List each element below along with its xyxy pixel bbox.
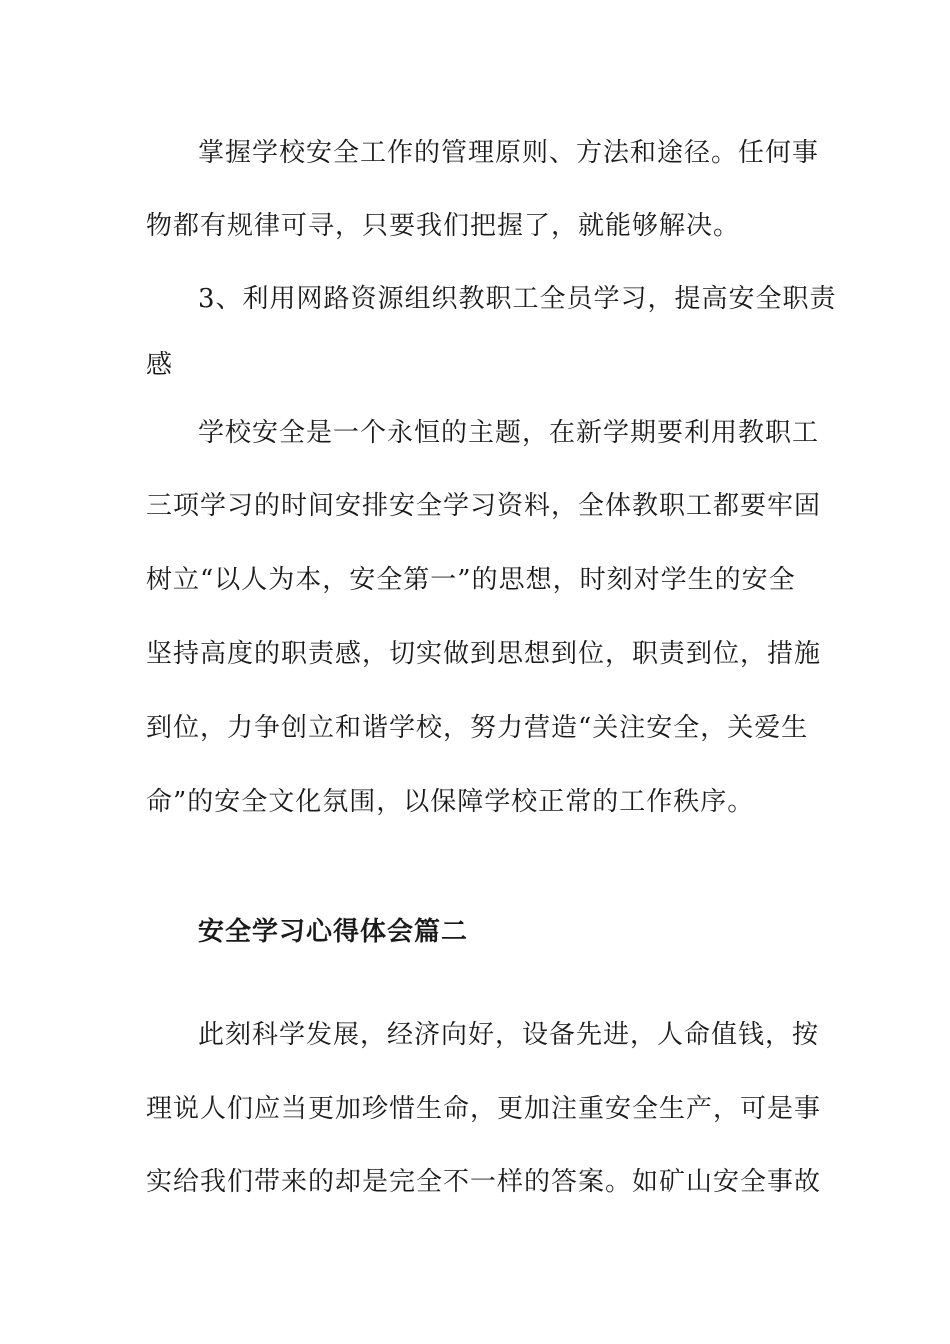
paragraph-line: 掌握学校安全工作的管理原则、方法和途径。任何事 xyxy=(198,138,820,168)
paragraph-line: 此刻科学发展，经济向好，设备先进，人命值钱，按 xyxy=(198,1020,820,1050)
paragraph-line: 学校安全是一个永恒的主题，在新学期要利用教职工 xyxy=(198,418,820,448)
paragraph-line: 实给我们带来的却是完全不一样的答案。如矿山安全事故 xyxy=(146,1167,822,1197)
paragraph-line: 树立“以人为本，安全第一”的思想，时刻对学生的安全 xyxy=(146,565,796,595)
list-item-heading: 3、利用网路资源组织教职工全员学习，提高安全职责 xyxy=(198,284,837,314)
list-item-heading-cont: 感 xyxy=(146,350,174,380)
paragraph-line: 坚持高度的职责感，切实做到思想到位，职责到位，措施 xyxy=(146,639,822,669)
paragraph-line: 物都有规律可寻，只要我们把握了，就能够解决。 xyxy=(146,211,741,241)
paragraph-line: 到位，力争创立和谐学校，努力营造“关注安全，关爱生 xyxy=(146,713,809,743)
paragraph-line: 三项学习的时间安排安全学习资料，全体教职工都要牢固 xyxy=(146,491,822,521)
paragraph-line: 理说人们应当更加珍惜生命，更加注重安全生产，可是事 xyxy=(146,1094,822,1124)
section-heading: 安全学习心得体会篇二 xyxy=(198,917,469,947)
paragraph-line: 命”的安全文化氛围，以保障学校正常的工作秩序。 xyxy=(146,787,755,817)
